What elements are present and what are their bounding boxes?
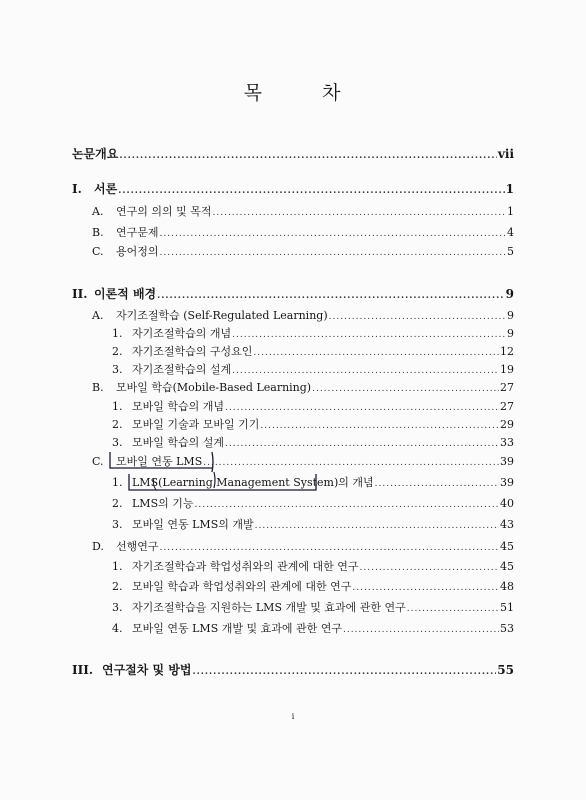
toc-section[interactable]: B. 모바일 학습(Mobile-Based Learning) ..... 27 bbox=[92, 381, 514, 396]
leader-dots bbox=[160, 541, 499, 555]
leader-dots bbox=[329, 310, 506, 324]
leader-dots bbox=[213, 206, 507, 220]
toc-subsection[interactable]: 2. LMS의 기능 ..... 40 bbox=[112, 497, 514, 512]
toc-chapter-2[interactable]: II. 이론적 배경 ..... 9 bbox=[72, 287, 514, 303]
toc-entry-abstract[interactable]: 논문개요 ..... vii bbox=[72, 147, 514, 163]
leader-dots bbox=[232, 364, 499, 378]
toc-subsection[interactable]: 1. LMS(Learning Management System)의 개념 ..... 39 bbox=[112, 476, 514, 491]
toc-section[interactable]: B. 연구문제 ..... 4 bbox=[92, 226, 514, 241]
leader-dots bbox=[352, 581, 499, 595]
toc-subsection[interactable]: 2. 모바일 기술과 모바일 기기 ..... 29 bbox=[112, 418, 514, 433]
toc-section[interactable]: C. 용어정의 ..... 5 bbox=[92, 245, 514, 260]
leader-dots bbox=[160, 246, 506, 260]
toc-chapter-1[interactable]: I. 서론 ..... 1 bbox=[72, 182, 514, 198]
toc-subsection[interactable]: 1. 자기조절학습의 개념 ..... 9 bbox=[112, 327, 514, 342]
toc-section[interactable]: D. 선행연구 ..... 45 bbox=[92, 540, 514, 555]
page-title: 목 차 bbox=[243, 82, 343, 104]
leader-dots bbox=[343, 623, 499, 637]
leader-dots bbox=[119, 149, 497, 163]
leader-dots bbox=[203, 456, 499, 470]
toc-subsection[interactable]: 3. 모바일 연동 LMS의 개발 ..... 43 bbox=[112, 518, 514, 533]
leader-dots bbox=[193, 665, 497, 679]
leader-dots bbox=[225, 401, 499, 415]
leader-dots bbox=[407, 602, 499, 616]
leader-dots bbox=[232, 328, 506, 342]
leader-dots bbox=[160, 227, 506, 241]
leader-dots bbox=[255, 519, 499, 533]
toc-subsection[interactable]: 3. 모바일 학습의 설계 ..... 33 bbox=[112, 436, 514, 451]
toc-subsection[interactable]: 1. 모바일 학습의 개념 ..... 27 bbox=[112, 400, 514, 415]
toc-subsection[interactable]: 3. 자기조절학습의 설계 ..... 19 bbox=[112, 363, 514, 378]
leader-dots bbox=[312, 382, 499, 396]
leader-dots bbox=[260, 419, 499, 433]
leader-dots bbox=[253, 346, 499, 360]
leader-dots bbox=[360, 561, 499, 575]
toc-subsection[interactable]: 2. 자기조절학습의 구성요인 ..... 12 bbox=[112, 345, 514, 360]
leader-dots bbox=[118, 184, 504, 198]
page-number: i bbox=[291, 712, 295, 721]
toc-section[interactable]: C. 모바일 연동 LMS ..... 39 bbox=[92, 455, 514, 470]
leader-dots bbox=[194, 498, 499, 512]
leader-dots bbox=[375, 477, 499, 491]
toc-subsection[interactable]: 3. 자기조절학습을 지원하는 LMS 개발 및 효과에 관한 연구 ..... 51 bbox=[112, 601, 514, 616]
toc-section[interactable]: A. 자기조절학습 (Self-Regulated Learning) ..... 9 bbox=[92, 309, 514, 324]
toc-section[interactable]: A. 연구의 의의 및 목적 ..... 1 bbox=[92, 205, 514, 220]
toc-chapter-3[interactable]: III. 연구절차 및 방법 ..... 55 bbox=[72, 663, 514, 679]
leader-dots bbox=[157, 289, 505, 303]
toc-subsection[interactable]: 4. 모바일 연동 LMS 개발 및 효과에 관한 연구 ..... 53 bbox=[112, 622, 514, 637]
toc-subsection[interactable]: 1. 자기조절학습과 학업성취와의 관계에 대한 연구 ..... 45 bbox=[112, 560, 514, 575]
toc-subsection[interactable]: 2. 모바일 학습과 학업성취와의 관계에 대한 연구 ..... 48 bbox=[112, 580, 514, 595]
leader-dots bbox=[225, 437, 499, 451]
